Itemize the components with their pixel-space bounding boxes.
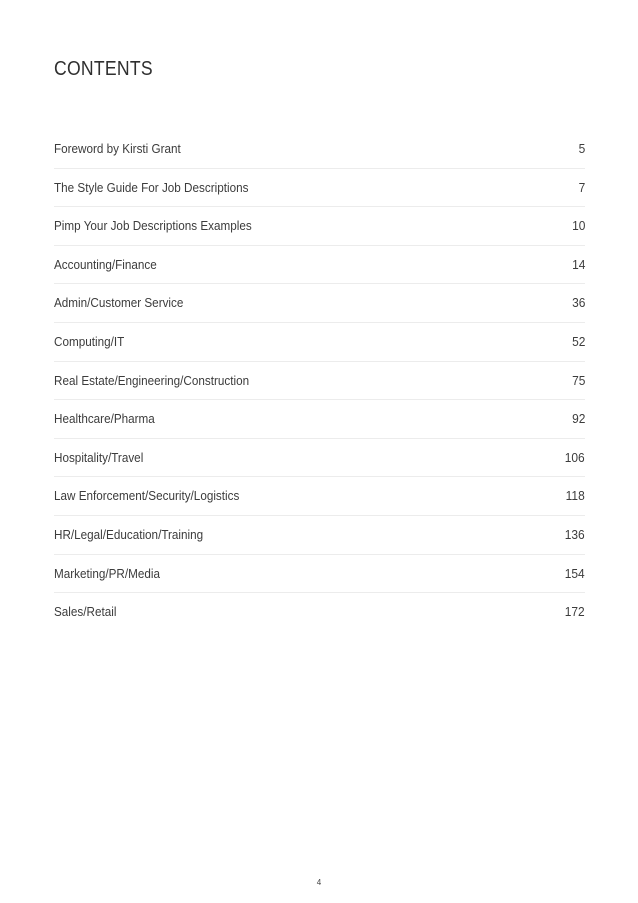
toc-entry-page: 136: [565, 526, 585, 542]
toc-entry-accounting-finance[interactable]: [54, 246, 585, 285]
toc-entry-law-enforcement[interactable]: [54, 477, 585, 516]
toc-entry-label: Hospitality/Travel: [54, 449, 144, 465]
toc-entry-real-estate[interactable]: [54, 362, 585, 401]
page-number: 4: [316, 878, 322, 887]
toc-entry-label: Accounting/Finance: [54, 256, 157, 272]
toc-entry-hospitality-travel[interactable]: [54, 439, 585, 478]
toc-entry-examples[interactable]: [54, 207, 585, 246]
toc-entry-page: 172: [565, 604, 585, 620]
toc-entry-page: 106: [565, 449, 585, 465]
toc-entry-page: 36: [571, 295, 585, 311]
toc-entry-label: Sales/Retail: [54, 604, 117, 620]
toc-entry-page: 154: [565, 565, 585, 581]
toc-entry-label: Admin/Customer Service: [54, 295, 184, 311]
toc-entry-label: Real Estate/Engineering/Construction: [54, 372, 250, 388]
toc-entry-label: HR/Legal/Education/Training: [54, 526, 204, 542]
toc-entry-label: Healthcare/Pharma: [54, 411, 155, 427]
toc-entry-page: 92: [571, 411, 585, 427]
toc-entry-healthcare-pharma[interactable]: [54, 400, 585, 439]
toc-entry-style-guide[interactable]: [54, 169, 585, 208]
toc-entry-foreword[interactable]: [54, 130, 585, 169]
toc-entry-page: 5: [578, 141, 585, 156]
toc-entry-page: 118: [565, 488, 585, 504]
toc-entry-label: The Style Guide For Job Descriptions: [54, 179, 249, 195]
toc-entry-page: 7: [578, 179, 585, 195]
toc-entry-label: Pimp Your Job Descriptions Examples: [54, 218, 252, 234]
toc-entry-label: Computing/IT: [54, 333, 125, 349]
toc-entry-sales-retail[interactable]: [54, 593, 585, 632]
toc-entry-page: 52: [571, 333, 585, 349]
toc-entry-page: 10: [571, 218, 585, 234]
toc-entry-label: Law Enforcement/Security/Logistics: [54, 488, 240, 504]
toc-entry-hr-legal[interactable]: [54, 516, 585, 555]
toc-entry-label: Foreword by Kirsti Grant: [54, 141, 181, 156]
toc-entry-page: 75: [571, 372, 585, 388]
toc-entry-admin-customer-service[interactable]: [54, 284, 585, 323]
toc-entry-label: Marketing/PR/Media: [54, 565, 161, 581]
toc-entry-page: 14: [571, 256, 585, 272]
table-of-contents: [54, 130, 585, 632]
page-title: CONTENTS: [54, 58, 153, 80]
toc-entry-marketing-pr[interactable]: [54, 555, 585, 594]
toc-entry-computing-it[interactable]: [54, 323, 585, 362]
